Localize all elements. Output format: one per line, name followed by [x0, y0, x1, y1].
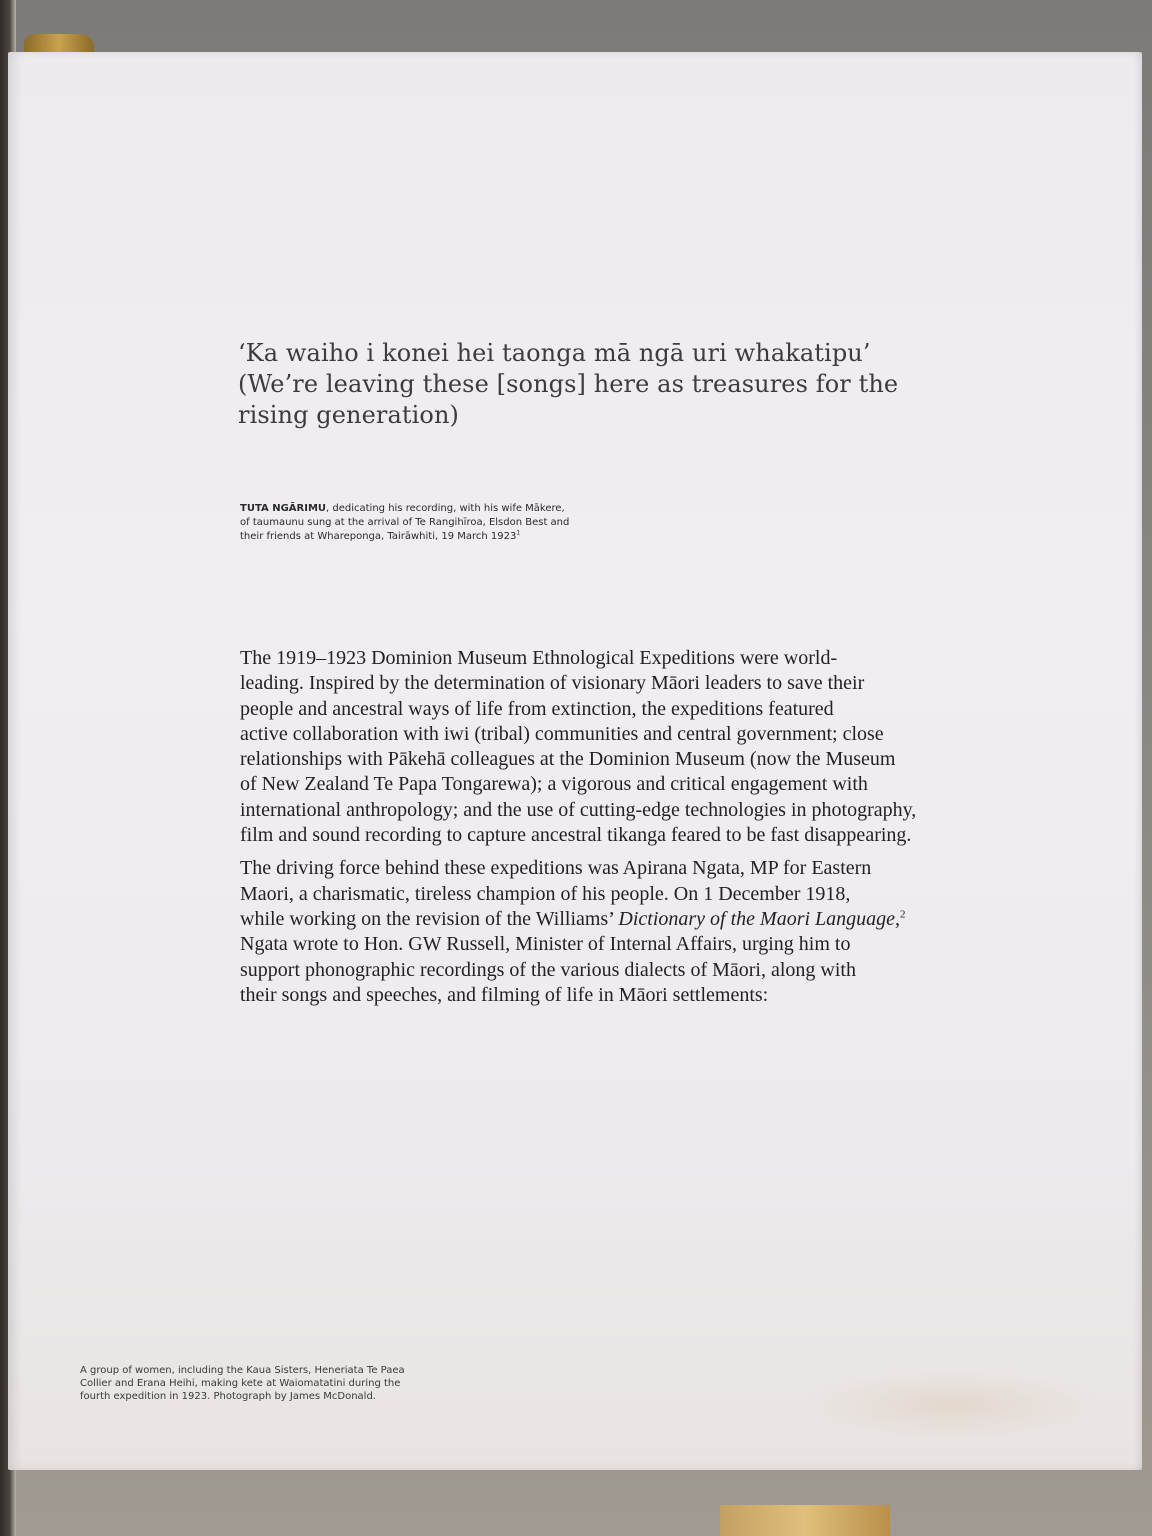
- text-line: support phonographic recordings of the various dialects of Māori, along with: [240, 958, 856, 981]
- text-line: leading. Inspired by the determination of visionary Māori leaders to save their: [240, 672, 865, 695]
- caption-line: fourth expedition in 1923. Photograph by James McDonald.: [80, 1391, 376, 1402]
- text-line: international anthropology; and the use of cutting-edge technologies in photography,: [240, 798, 917, 821]
- footnote-ref: 1: [516, 529, 521, 537]
- photo-caption: [80, 1364, 520, 1403]
- text-segment: while working on the revision of the Williams’: [240, 907, 619, 930]
- book-title: Dictionary of the Maori Language,: [618, 907, 901, 930]
- attribution-line: [240, 502, 700, 516]
- text-line: The 1919–1923 Dominion Museum Ethnological Expeditions were world-: [240, 647, 838, 669]
- text-line: Maori, a charismatic, tireless champion of his people. On 1 December 1918,: [240, 882, 851, 905]
- attribution-line: of taumaunu sung at the arrival of Te Rangihīroa, Elsdon Best and: [240, 517, 570, 528]
- footnote-ref: 2: [900, 908, 906, 921]
- page-stain: [802, 1370, 1102, 1440]
- bookmark-ribbon-bottom: [720, 1505, 890, 1536]
- text-line: Ngata wrote to Hon. GW Russell, Minister of Internal Affairs, urging him to: [240, 933, 851, 956]
- text-line: active collaboration with iwi (tribal) communities and central government; close: [240, 722, 884, 745]
- attribution-text: their friends at Whareponga, Tairāwhiti, 19 March 1923: [240, 531, 517, 542]
- text-line: people and ancestral ways of life from extinction, the expeditions featured: [240, 697, 834, 720]
- text-line: relationships with Pākehā colleagues at the Dominion Museum (now the Museum: [240, 748, 896, 771]
- attribution-line: [240, 530, 700, 544]
- body-text: [240, 646, 1000, 1016]
- attribution-text: , dedicating his recording, with his wife Mākere,: [326, 503, 565, 514]
- caption-line: Collier and Erana Heihi, making kete at Waiomatatini during the: [80, 1378, 401, 1389]
- text-line: The driving force behind these expeditions was Apirana Ngata, MP for Eastern: [240, 857, 872, 880]
- caption-line: A group of women, including the Kaua Sisters, Heneriata Te Paea: [80, 1365, 405, 1376]
- attribution-name: TUTA NGĀRIMU: [240, 503, 327, 514]
- text-line: film and sound recording to capture ancestral tikanga feared to be fast disappearing.: [240, 824, 912, 847]
- text-line: [240, 907, 1000, 932]
- text-line: their songs and speeches, and filming of life in Māori settlements:: [240, 983, 769, 1006]
- text-line: of New Zealand Te Papa Tongarewa); a vigorous and critical engagement with: [240, 773, 868, 796]
- paragraph-1: [240, 646, 1000, 848]
- pull-quote-line: (We’re leaving these [songs] here as treasures for the: [238, 370, 899, 398]
- paragraph-2: [240, 856, 1000, 1008]
- pull-quote-line: ‘Ka waiho i konei hei taonga mā ngā uri whakatipu’: [238, 339, 871, 367]
- page-edge-shadow: [1134, 52, 1142, 1470]
- pull-quote: [238, 338, 1028, 431]
- pull-quote-line: rising generation): [238, 401, 459, 429]
- quote-attribution: [240, 502, 700, 544]
